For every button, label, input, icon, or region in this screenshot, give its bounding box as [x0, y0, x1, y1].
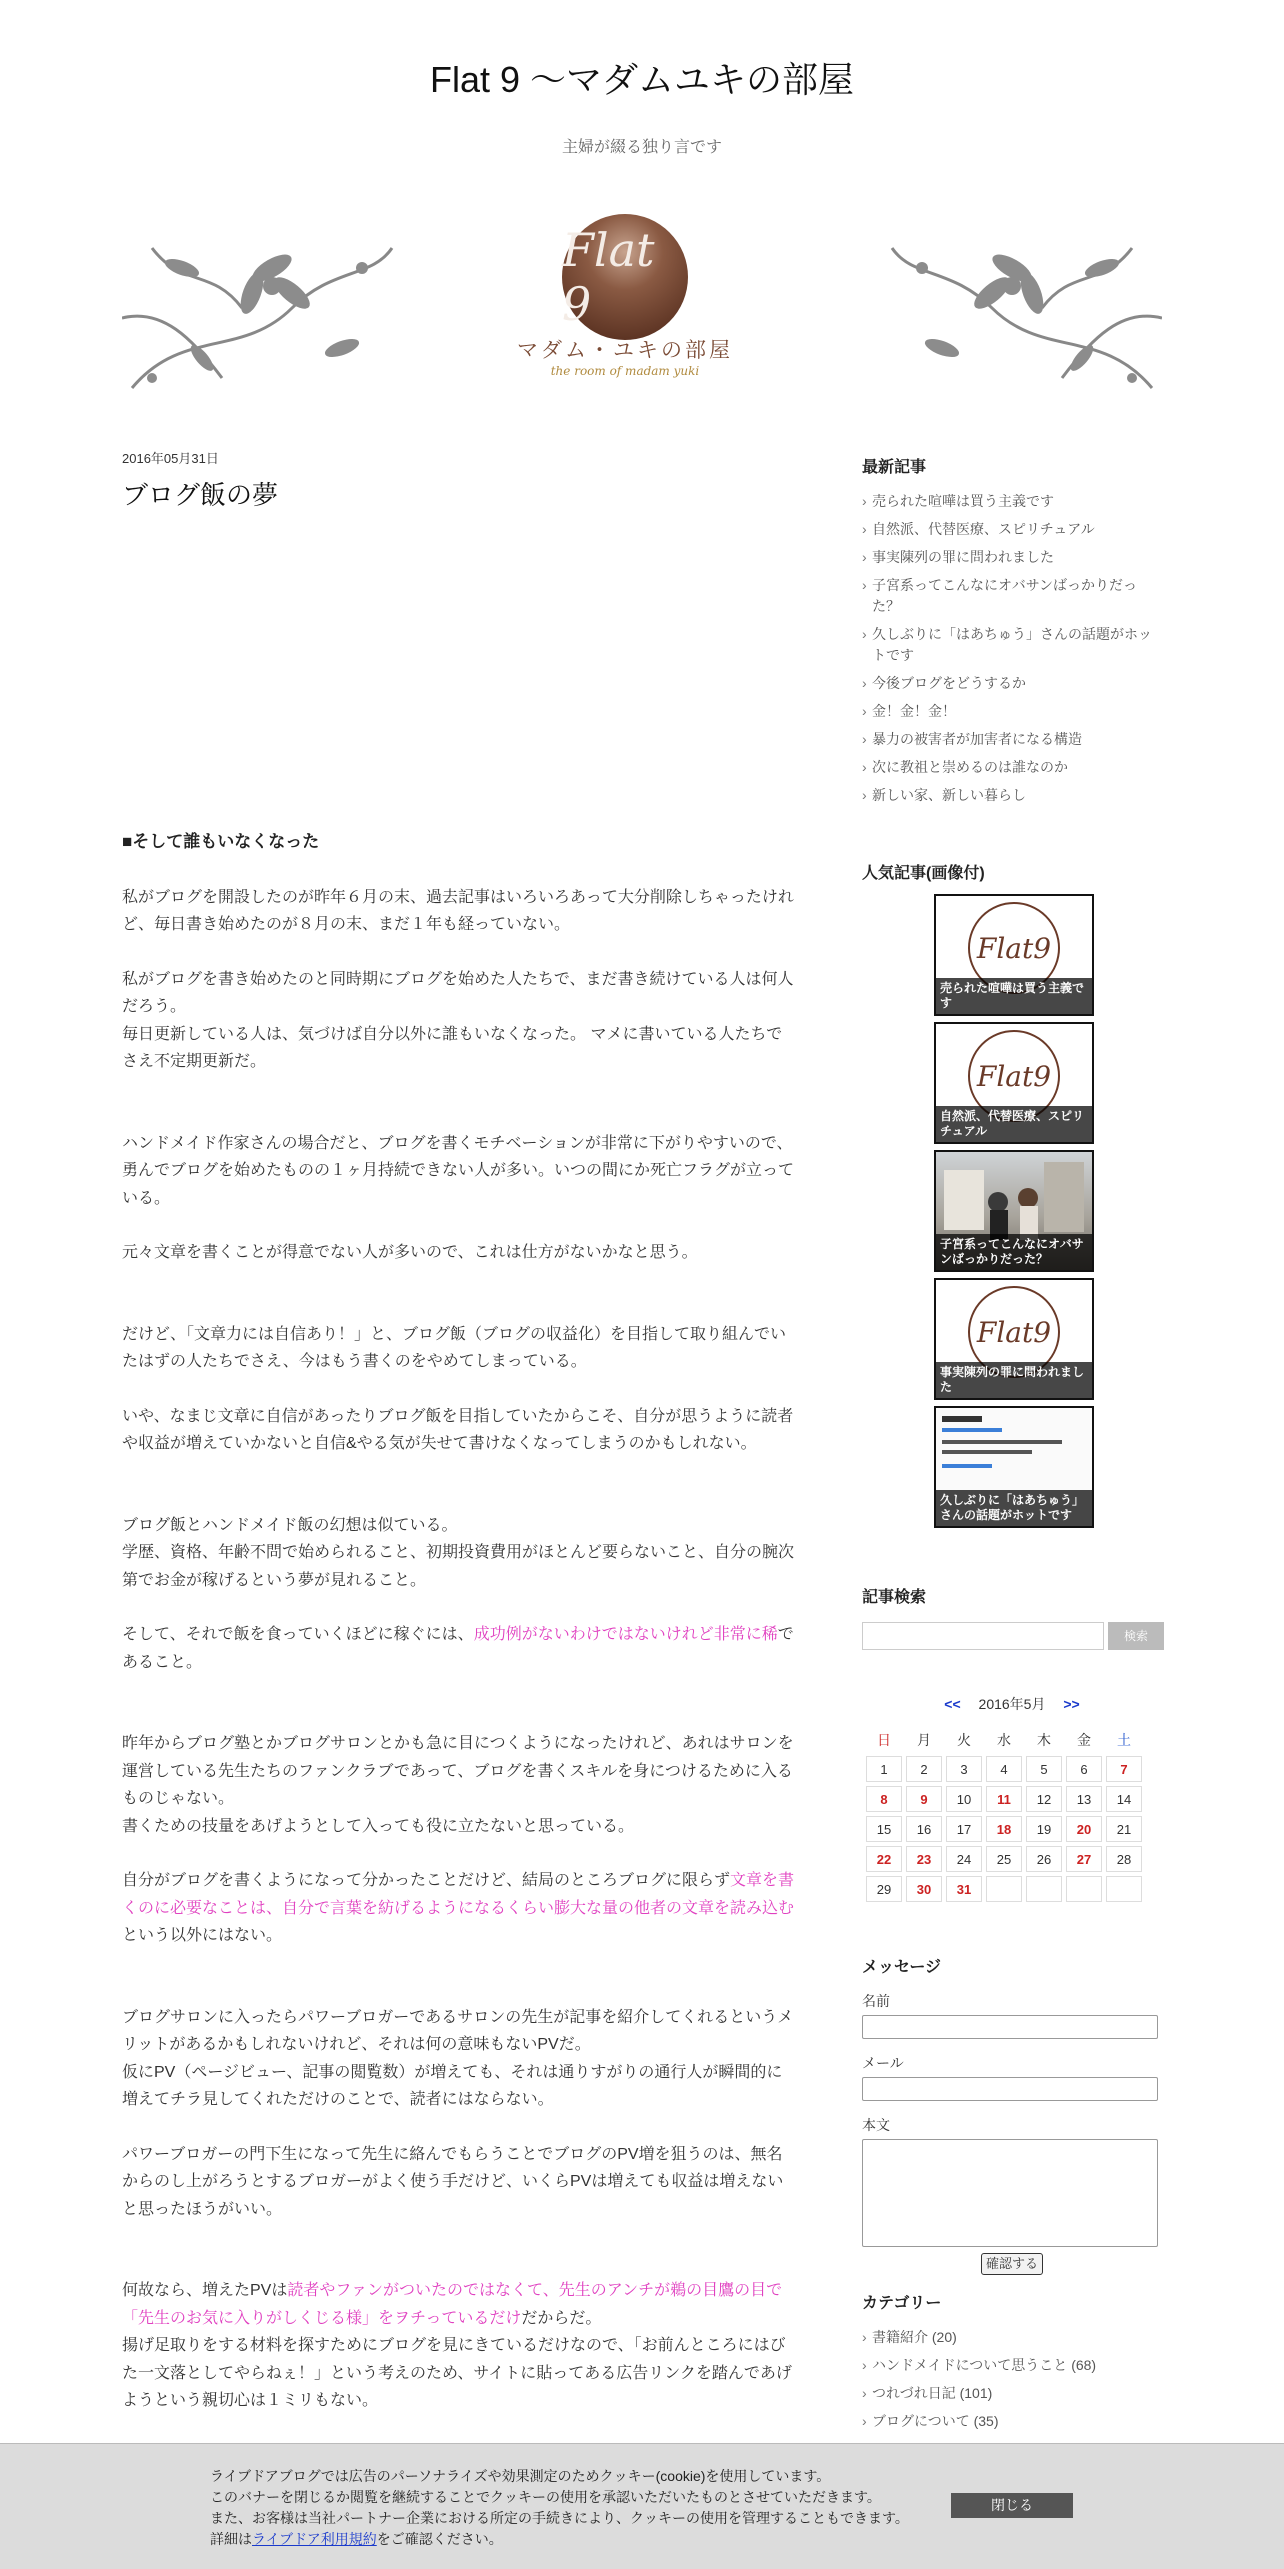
paragraph: そして、それで飯を食っていくほどに稼ぐには、成功例がないわけではないけれど非常に稀であること。 — [122, 1626, 794, 1671]
category-link[interactable]: › つれづれ日記 (101) — [862, 2383, 1162, 2404]
category-link[interactable]: › 書籍紹介 (20) — [862, 2327, 1162, 2348]
paragraph: 私がブログを開設したのが昨年６月の末、過去記事はいろいろあって大分削除しちゃったけれど、毎日書き始めたのが８月の末、まだ１年も経っていない。 — [122, 888, 794, 933]
calendar-grid — [862, 1724, 1146, 1906]
paragraph: 昨年からブログ塾とかブログサロンとかも急に目につくようになったけれど、あれはサロンを運営している先生たちのファンクラブであって、ブログを書くスキルを身につけるために入るものじゃない。 — [122, 1735, 794, 1807]
calendar-day — [986, 1876, 1022, 1902]
banner-logo-title: マダム・ユキの部屋 — [517, 338, 733, 362]
floral-ornament-right-icon — [882, 208, 1162, 398]
paragraph: 元々文章を書くことが得意でない人が多いので、これは仕方がないかなと思う。 — [122, 1244, 698, 1261]
mail-label: メール — [862, 2055, 904, 2071]
calendar-day: 26 — [1026, 1846, 1062, 1872]
floral-ornament-left-icon — [122, 208, 402, 398]
calendar-day: 6 — [1066, 1756, 1102, 1782]
paragraph: 自分がブログを書くようになって分かったことだけど、結局のところブログに限らず文章を書くのに必要なことは、自分で言葉を紡げるようになるくらい膨大な量の他者の文章を読み込むという以外にはない。 — [122, 1872, 795, 1944]
paragraph: 書くための技量をあげようとして入っても役に立たないと思っている。 — [122, 1817, 635, 1835]
recent-post-link[interactable]: › 金！金！金！ — [862, 701, 1162, 722]
message-textarea[interactable] — [862, 2139, 1158, 2247]
confirm-button[interactable]: 確認する — [981, 2253, 1043, 2275]
post-date: 2016年05月31日 — [122, 451, 219, 466]
paragraph: だけど、「文章力には自信あり！」と、ブログ飯（ブログの収益化）を目指して取り組んでいたはずの人たちでさえ、今はもう書くのをやめてしまっている。 — [122, 1325, 787, 1370]
flat9-logo-icon: Flat9 — [968, 1030, 1060, 1122]
popular-post-caption: 子宮系ってこんなにオバサンばっかりだった？ — [936, 1234, 1092, 1270]
calendar-day[interactable]: 27 — [1066, 1846, 1102, 1872]
categories-title: カテゴリー — [862, 2295, 942, 2312]
calendar-day: 29 — [866, 1876, 902, 1902]
site-title[interactable]: Flat 9 〜マダムユキの部屋 — [429, 59, 855, 100]
highlighted-text: 読者やファンがついたのではなくて、先生のアンチが鵜の目鷹の目で「先生のお気に入りがしくじる様」をヲチっているだけ — [122, 2282, 783, 2327]
flat9-logo-icon: Flat9 — [968, 902, 1060, 994]
calendar-weekday: 金 — [1077, 1732, 1091, 1748]
paragraph: 揚げ足取りをする材料を探すためにブログを見にきているだけなので、「お前んところにはびた一文落としてやらねぇ！」という考えのため、サイトに貼ってある広告リンクを踏んであげようという親切心は１ミリもない。 — [122, 2337, 792, 2409]
post-title[interactable]: ブログ飯の夢 — [122, 480, 279, 510]
calendar-day: 25 — [986, 1846, 1022, 1872]
paragraph: 仮にPV（ページビュー、記事の閲覧数）が増えても、それは通りすがりの通行人が瞬間的に増えてチラ見してくれただけのことで、読者にはならない。 — [122, 2063, 783, 2108]
paragraph: 毎日更新している人は、気づけば自分以外に誰もいなくなった。 マメに書いている人たちでさえ不定期更新だ。 — [122, 1025, 783, 1070]
terms-link[interactable]: ライブドア利用規約 — [252, 2531, 377, 2547]
cookie-banner — [0, 2443, 1284, 2569]
calendar-day: 1 — [866, 1756, 902, 1782]
cookie-close-button[interactable]: 閉じる — [951, 2493, 1073, 2518]
calendar-weekday: 木 — [1037, 1732, 1051, 1748]
calendar-day[interactable]: 8 — [866, 1786, 902, 1812]
calendar-month: 2016年5月 — [978, 1696, 1046, 1712]
calendar-day: 5 — [1026, 1756, 1062, 1782]
popular-post-caption: 売られた喧嘩は買う主義です — [936, 978, 1092, 1014]
popular-posts — [862, 860, 1162, 1530]
article-body — [122, 828, 798, 2497]
calendar-day: 13 — [1066, 1786, 1102, 1812]
name-field[interactable] — [862, 2015, 1158, 2039]
recent-post-link[interactable]: › 暴力の被害者が加害者になる構造 — [862, 729, 1162, 750]
calendar-day[interactable]: 18 — [986, 1816, 1022, 1842]
recent-post-link[interactable]: › 自然派、代替医療、スピリチュアル — [862, 519, 1162, 540]
section-heading: ■そして誰もいなくなった — [122, 832, 320, 851]
cookie-notice-text: ライブドアブログでは広告のパーソナライズや効果測定のためクッキー(cookie)を使用しています。 このバナーを閉じるか閲覧を継続することでクッキーの使用を承認いただいたものとさせていただきます。 また、お客様は当社パートナー企業における所定の手続きにより、クッキーの使用を管理することもできます。 詳細はライブドア利用規約をご確認ください。 — [210, 2468, 909, 2547]
paragraph: 何故なら、増えたPVは読者やファンがついたのではなくて、先生のアンチが鵜の目鷹の目で「先生のお気に入りがしくじる様」をヲチっているだけだからだ。 — [122, 2282, 783, 2327]
paragraph: ブログサロンに入ったらパワーブロガーであるサロンの先生が記事を紹介してくれるというメリットがあるかもしれないけれど、それは何の意味もないPVだ。 — [122, 2008, 794, 2053]
popular-post-card[interactable] — [934, 894, 1094, 1016]
calendar-next-button[interactable]: >> — [1063, 1696, 1080, 1712]
calendar-weekday: 日 — [877, 1732, 891, 1748]
calendar-prev-button[interactable]: << — [944, 1696, 961, 1712]
calendar-day[interactable]: 11 — [986, 1786, 1022, 1812]
calendar-day: 21 — [1106, 1816, 1142, 1842]
article-header — [122, 448, 798, 529]
recent-post-link[interactable]: › 次に教祖と崇めるのは誰なのか — [862, 757, 1162, 778]
recent-post-link[interactable]: › 売られた喧嘩は買う主義です — [862, 491, 1162, 512]
calendar-day: 4 — [986, 1756, 1022, 1782]
popular-post-caption: 自然派、代替医療、スピリチュアル — [936, 1106, 1092, 1142]
calendar-day — [1106, 1876, 1142, 1902]
calendar-day[interactable]: 30 — [906, 1876, 942, 1902]
name-label: 名前 — [862, 1993, 890, 2009]
message-title: メッセージ — [862, 1959, 942, 1976]
recent-post-link[interactable]: › 子宮系ってこんなにオバサンばっかりだった？ — [862, 575, 1162, 617]
popular-post-card[interactable] — [934, 1406, 1094, 1528]
calendar-day: 2 — [906, 1756, 942, 1782]
calendar-weekday: 月 — [917, 1732, 931, 1748]
calendar-day[interactable]: 22 — [866, 1846, 902, 1872]
popular-post-card[interactable] — [934, 1022, 1094, 1144]
body-label: 本文 — [862, 2117, 890, 2133]
search-title: 記事検索 — [862, 1589, 927, 1606]
calendar-day[interactable]: 9 — [906, 1786, 942, 1812]
calendar-weekday: 火 — [957, 1732, 971, 1748]
calendar-day: 16 — [906, 1816, 942, 1842]
calendar — [862, 1694, 1162, 1906]
paragraph: いや、なまじ文章に自信があったりブログ飯を目指していたからこそ、自分が思うように読者や収益が増えていかないと自信&やる気が失せて書けなくなってしまうのかもしれない。 — [122, 1407, 794, 1452]
site-description: 主婦が綴る独り言です — [561, 139, 722, 156]
email-field[interactable] — [862, 2077, 1158, 2101]
calendar-day — [1066, 1876, 1102, 1902]
popular-posts-title: 人気記事(画像付) — [862, 865, 985, 882]
banner-logo-subtitle: the room of madam yuki — [550, 364, 700, 378]
calendar-day: 28 — [1106, 1846, 1142, 1872]
category-link[interactable]: › ハンドメイドについて思うこと (68) — [862, 2355, 1162, 2376]
calendar-weekday: 水 — [997, 1732, 1011, 1748]
calendar-day: 12 — [1026, 1786, 1062, 1812]
search-button[interactable]: 検索 — [1108, 1622, 1164, 1650]
paragraph: 学歴、資格、年齢不問で始められること、初期投資費用がほとんど要らないこと、自分の腕次第でお金が稼げるという夢が見れること。 — [122, 1544, 795, 1589]
calendar-day: 15 — [866, 1816, 902, 1842]
paragraph: パワーブロガーの門下生になって先生に絡んでもらうことでブログのPV増を狙うのは、無名からのし上がろうとするブロガーがよく使う手だけど、いくらPVは増えても収益は増えないと思ったほうがいい。 — [122, 2145, 784, 2218]
calendar-day[interactable]: 23 — [906, 1846, 942, 1872]
paragraph: 私がブログを書き始めたのと同時期にブログを始めた人たちで、まだ書き続けている人は何人だろう。 — [122, 970, 794, 1015]
calendar-day[interactable]: 7 — [1106, 1756, 1142, 1782]
calendar-day — [1026, 1876, 1062, 1902]
search-input[interactable] — [862, 1622, 1104, 1650]
calendar-day: 3 — [946, 1756, 982, 1782]
category-link[interactable]: › ブログについて (35) — [862, 2411, 1162, 2432]
flat9-logo-icon: Flat9 — [968, 1286, 1060, 1378]
popular-post-caption: 久しぶりに「はあちゅう」さんの話題がホットです — [936, 1490, 1092, 1526]
categories — [862, 2290, 1162, 2439]
paragraph: ハンドメイド作家さんの場合だと、ブログを書くモチベーションが非常に下がりやすいので、勇んでブログを始めたものの１ヶ月持続できない人が多い。いつの間にか死亡フラグが立っている。 — [122, 1134, 795, 1207]
calendar-day: 10 — [946, 1786, 982, 1812]
calendar-day: 19 — [1026, 1816, 1062, 1842]
recent-post-link[interactable]: › 今後ブログをどうするか — [862, 673, 1162, 694]
popular-post-card[interactable] — [934, 1150, 1094, 1272]
banner-logo[interactable]: Flat 9 — [562, 214, 688, 340]
paragraph: ブログ飯とハンドメイド飯の幻想は似ている。 — [122, 1516, 458, 1534]
highlighted-text: 成功例がないわけではないけれど非常に稀 — [473, 1626, 778, 1643]
recent-post-link[interactable]: › 新しい家、新しい暮らし — [862, 785, 1162, 806]
calendar-day[interactable]: 31 — [946, 1876, 982, 1902]
article-search — [862, 1584, 1162, 1654]
popular-post-caption: 事実陳列の罪に問われました — [936, 1362, 1092, 1398]
calendar-day[interactable]: 20 — [1066, 1816, 1102, 1842]
message-form — [862, 1954, 1162, 2275]
calendar-day: 14 — [1106, 1786, 1142, 1812]
calendar-weekday: 土 — [1117, 1732, 1131, 1748]
popular-post-card[interactable] — [934, 1278, 1094, 1400]
recent-post-link[interactable]: › 事実陳列の罪に問われました — [862, 547, 1162, 568]
recent-post-link[interactable]: › 久しぶりに「はあちゅう」さんの話題がホットです — [862, 624, 1162, 666]
recent-posts — [862, 454, 1162, 813]
calendar-day: 17 — [946, 1816, 982, 1842]
calendar-day: 24 — [946, 1846, 982, 1872]
header-banner[interactable] — [122, 208, 1162, 398]
highlighted-text: 文章を書くのに必要なことは、自分で言葉を紡げるようになるくらい膨大な量の他者の文章を読み込む — [122, 1872, 795, 1917]
recent-posts-title: 最新記事 — [862, 459, 927, 476]
